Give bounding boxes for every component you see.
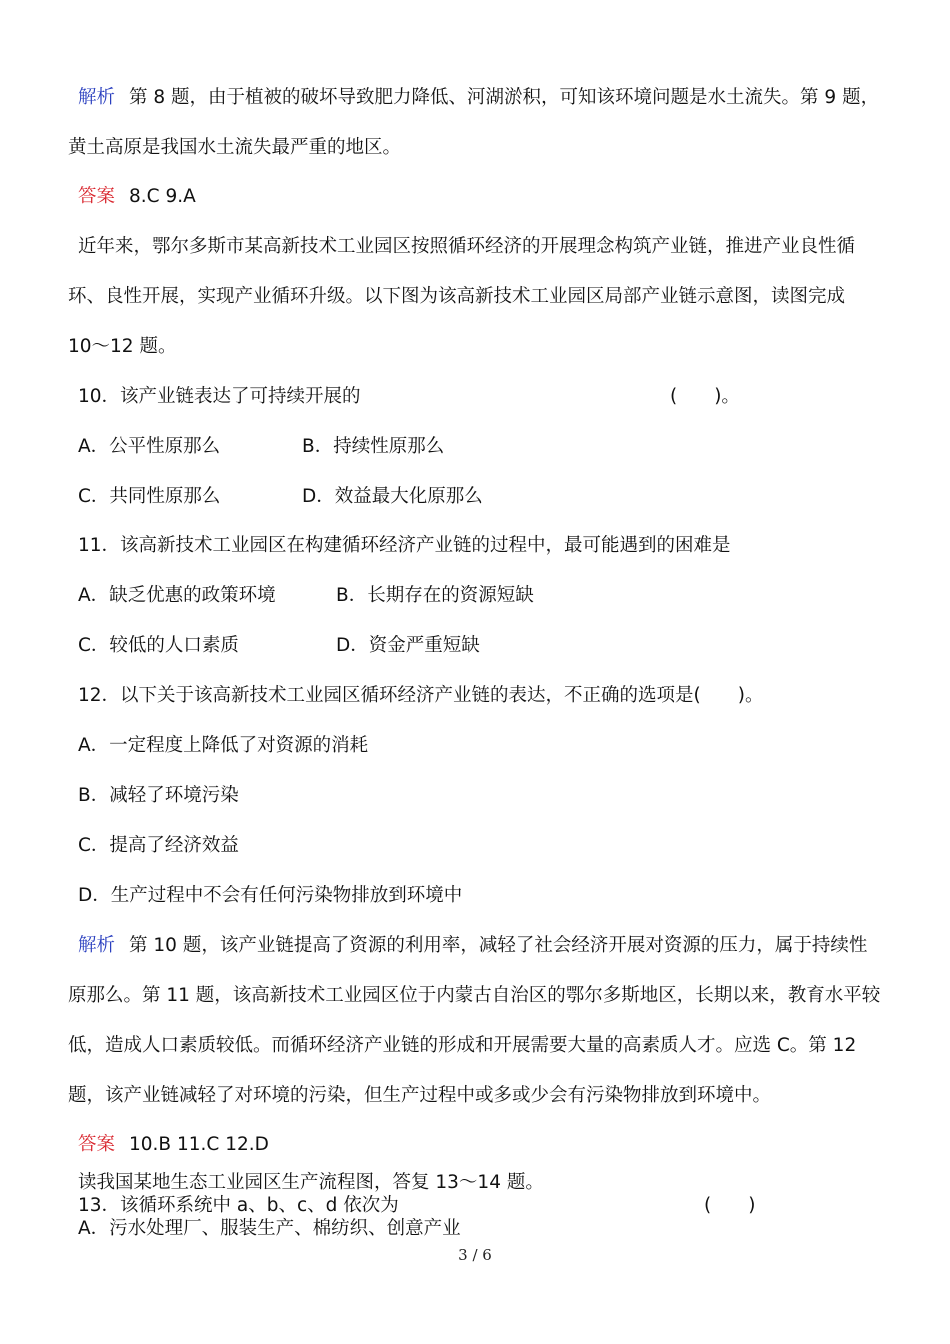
answer-line: [78, 185, 196, 209]
analysis-paragraph: [78, 86, 879, 110]
analysis-label: 解析: [78, 935, 116, 956]
question-stem: 11．该高新技术工业园区在构建循环经济产业链的过程中，最可能遇到的困难是: [78, 535, 731, 556]
option-a: A．一定程度上降低了对资源的消耗: [78, 735, 369, 756]
option-a: A．公平性原那么: [78, 436, 221, 457]
intro-text-line: 环、良性开展，实现产业循环升级。以下图为该高新技术工业园区局部产业链示意图，读图完成: [68, 286, 846, 307]
option-c: C．较低的人口素质: [78, 635, 239, 656]
option-c: C．提高了经济效益: [78, 835, 239, 856]
intro-text-line: 读我国某地生态工业园区生产流程图，答复 13～14 题。: [78, 1172, 544, 1193]
page-number: 3 / 6: [458, 1246, 492, 1264]
option-d: D．生产过程中不会有任何污染物排放到环境中: [78, 885, 463, 906]
option-c: C．共同性原那么: [78, 486, 221, 507]
analysis-text: 第 10 题，该产业链提高了资源的利用率，减轻了社会经济开展对资源的压力，属于持续性: [129, 935, 868, 956]
analysis-text-line: 黄土高原是我国水土流失最严重的地区。: [68, 137, 402, 158]
question-stem: 13．该循环系统中 a、b、c、d 依次为: [78, 1195, 399, 1216]
analysis-paragraph: [78, 934, 867, 958]
analysis-text-line: 题，该产业链减轻了对环境的污染，但生产过程中或多或少会有污染物排放到环境中。: [68, 1085, 772, 1106]
option-a: A．污水处理厂、服装生产、棉纺织、创意产业: [78, 1218, 461, 1239]
intro-text-line: 近年来，鄂尔多斯市某高新技术工业园区按照循环经济的开展理念构筑产业链，推进产业良性循: [78, 236, 856, 257]
analysis-text-line: 低，造成人口素质较低。而循环经济产业链的形成和开展需要大量的高素质人才。应选 C。第 12: [68, 1035, 857, 1056]
option-d: D．效益最大化原那么: [302, 486, 483, 507]
answer-bracket: ( )。: [670, 386, 740, 407]
option-a: A．缺乏优惠的政策环境: [78, 585, 276, 606]
answer-line: [78, 1133, 269, 1157]
intro-text-line: 10～12 题。: [68, 336, 177, 357]
option-b: B．长期存在的资源短缺: [336, 585, 534, 606]
analysis-text: 第 8 题，由于植被的破坏导致肥力降低、河湖淤积，可知该环境问题是水土流失。第 9 题，: [129, 87, 880, 108]
answer-text: 10.B 11.C 12.D: [129, 1134, 269, 1155]
answer-text: 8.C 9.A: [129, 186, 196, 207]
analysis-text-line: 原那么。第 11 题，该高新技术工业园区位于内蒙古自治区的鄂尔多斯地区，长期以来，教育水平较: [68, 985, 881, 1006]
answer-label: 答案: [78, 186, 116, 207]
answer-label: 答案: [78, 1134, 116, 1155]
question-stem: 10．该产业链表达了可持续开展的: [78, 386, 361, 407]
question-stem: 12．以下关于该高新技术工业园区循环经济产业链的表达，不正确的选项是( )。: [78, 685, 764, 706]
answer-bracket: ( ): [704, 1195, 756, 1216]
analysis-label: 解析: [78, 87, 116, 108]
option-b: B．持续性原那么: [302, 436, 445, 457]
option-d: D．资金严重短缺: [336, 635, 480, 656]
option-b: B．减轻了环境污染: [78, 785, 239, 806]
